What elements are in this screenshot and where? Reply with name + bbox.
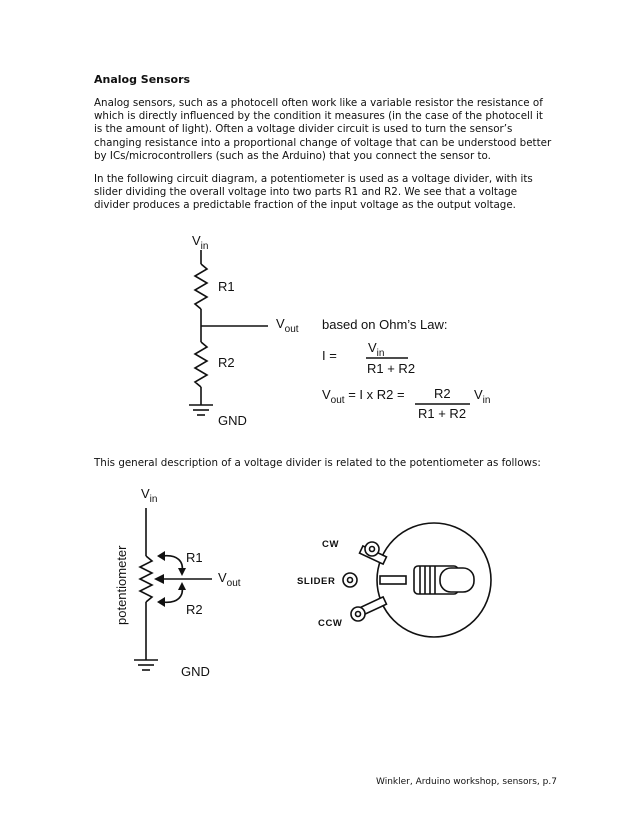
gnd-label: GND	[218, 413, 247, 428]
current-equation-numerator: $V_{in}$	[368, 340, 385, 359]
r1-label: R1	[218, 279, 235, 294]
intro-paragraph: Analog sensors, such as a photocell often work like a variable resistor the resistance of which is directly influenced by the condition it measures (in the case of the photocell it is the amount of light). Often a voltage divider circuit is used to turn the sensor’s changing resistance into a proportional change of voltage that can be understood better by ICs/microcontrollers (such as the Arduino) that you connect the sensor to.	[94, 97, 552, 162]
section-heading: Analog Sensors	[94, 73, 191, 86]
pot-r1-label: R1	[186, 550, 203, 565]
vout-equation-lhs: $V_{out} = I$ x R2 =	[322, 387, 405, 406]
page-footer: Winkler, Arduino workshop, sensors, p.7	[376, 777, 557, 787]
slider-label: SLIDER	[297, 576, 336, 587]
current-equation-denominator: R1 + R2	[367, 361, 416, 376]
potentiometer-part-illustration	[343, 523, 491, 637]
vout-label: $V_{out}$	[276, 316, 299, 335]
vout-equation-rhs: $V_{in}$	[474, 387, 491, 406]
vout-equation-denominator: R1 + R2	[418, 406, 467, 421]
pot-gnd-label: GND	[181, 664, 210, 679]
cw-label: CW	[322, 539, 340, 550]
vout-equation-numerator: R2	[434, 386, 451, 401]
pot-r2-label: R2	[186, 602, 203, 617]
r2-label: R2	[218, 355, 235, 370]
potentiometer-side-label: potentiometer	[114, 545, 129, 625]
pot-vin-label: $V_{in}$	[141, 486, 158, 505]
vin-label: $V_{in}$	[192, 233, 209, 252]
current-equation-lhs: I =	[322, 348, 337, 363]
ccw-label: CCW	[318, 618, 343, 629]
ohm-caption: based on Ohm’s Law:	[322, 317, 448, 332]
circuit-paragraph: In the following circuit diagram, a potentiometer is used as a voltage divider, with its slider dividing the overall voltage into two parts R1 and R2. We see that a voltage divider produces a predictable fraction of the input voltage as the output voltage.	[94, 173, 533, 212]
potentiometer-paragraph: This general description of a voltage divider is related to the potentiometer as follows:	[94, 457, 541, 469]
pot-vout-label: $V_{out}$	[218, 570, 241, 589]
